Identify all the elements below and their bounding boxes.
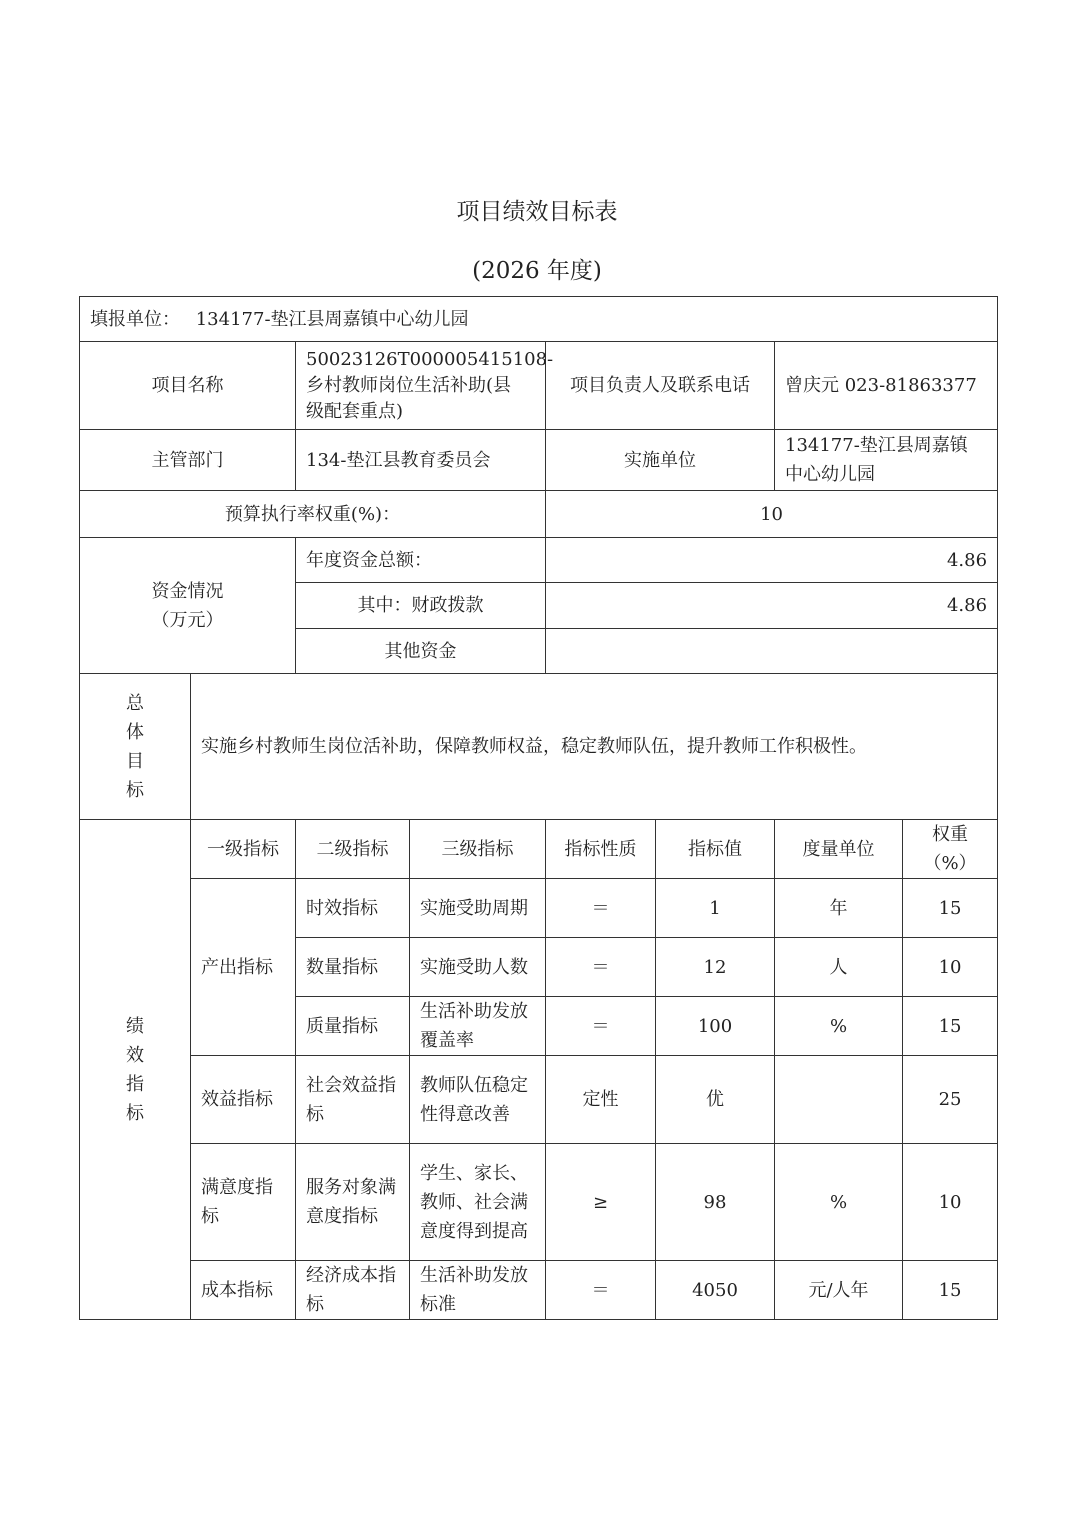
level2-indicator: 经济成本指标 <box>296 1261 410 1320</box>
col-header-level2: 二级指标 <box>296 820 410 879</box>
overall-goal-label <box>80 674 191 820</box>
indicator-nature: 定性 <box>546 1056 656 1144</box>
implementing-unit-line: 134177-垫江县周嘉镇 <box>785 435 968 456</box>
indicator-weight: 10 <box>903 1144 998 1261</box>
funds-fiscal-value: 4.86 <box>546 583 998 629</box>
budget-weight-row <box>80 491 998 538</box>
indicator-value: 4050 <box>656 1261 775 1320</box>
reporting-unit-value: 134177-垫江县周嘉镇中心幼儿园 <box>195 308 469 330</box>
indicator-weight: 10 <box>903 938 998 997</box>
funds-total-row <box>80 538 998 583</box>
overall-goal-text: 实施乡村教师生岗位活补助，保障教师权益，稳定教师队伍，提升教师工作积极性。 <box>191 674 998 820</box>
budget-weight-value: 10 <box>546 491 998 538</box>
indicator-value: 12 <box>656 938 775 997</box>
implementing-unit-line: 中心幼儿园 <box>785 464 875 485</box>
indicator-nature: ＝ <box>546 1261 656 1320</box>
overall-goal-row <box>80 674 998 820</box>
level2-indicator: 数量指标 <box>296 938 410 997</box>
indicator-row <box>80 1056 998 1144</box>
level2-indicator: 社会效益指标 <box>296 1056 410 1144</box>
indicators-label-char: 指 <box>126 1073 144 1095</box>
level1-indicator: 效益指标 <box>191 1056 296 1144</box>
indicator-unit: % <box>775 1144 903 1261</box>
budget-weight-label: 预算执行率权重(%)： <box>80 491 546 538</box>
col-header-level3: 三级指标 <box>410 820 546 879</box>
indicator-nature: ＝ <box>546 997 656 1056</box>
indicator-value: 98 <box>656 1144 775 1261</box>
implementing-unit-label: 实施单位 <box>546 430 775 491</box>
col-header-unit: 度量单位 <box>775 820 903 879</box>
indicators-label-char: 绩 <box>126 1015 144 1037</box>
indicator-unit: 元/人年 <box>775 1261 903 1320</box>
indicator-value: 优 <box>656 1056 775 1144</box>
funds-other-label: 其他资金 <box>296 629 546 674</box>
indicators-label <box>80 820 191 1320</box>
funds-label-unit: （万元） <box>151 609 224 631</box>
funds-fiscal-label: 其中：财政拨款 <box>296 583 546 629</box>
project-name-label: 项目名称 <box>80 342 296 430</box>
indicator-weight: 15 <box>903 1261 998 1320</box>
project-name-line: 50023126T000005415108- <box>306 348 554 370</box>
funds-label-line: 资金情况 <box>151 580 224 602</box>
indicator-unit: 人 <box>775 938 903 997</box>
level3-indicator: 生活补助发放标准 <box>410 1261 546 1320</box>
reporting-unit-row <box>80 297 998 342</box>
indicator-value: 100 <box>656 997 775 1056</box>
goal-label-char: 体 <box>126 721 144 743</box>
indicator-weight: 25 <box>903 1056 998 1144</box>
indicator-row <box>80 879 998 938</box>
level1-indicator: 成本指标 <box>191 1261 296 1320</box>
department-label: 主管部门 <box>80 430 296 491</box>
contact-label: 项目负责人及联系电话 <box>546 342 775 430</box>
indicator-weight: 15 <box>903 997 998 1056</box>
indicator-value: 1 <box>656 879 775 938</box>
funds-other-value <box>546 629 998 674</box>
level3-indicator: 学生、家长、教师、社会满意度得到提高 <box>410 1144 546 1261</box>
indicator-nature: ＝ <box>546 938 656 997</box>
indicator-unit: % <box>775 997 903 1056</box>
document-title: 项目绩效目标表 <box>456 199 618 225</box>
col-header-nature: 指标性质 <box>546 820 656 879</box>
level3-indicator: 实施受助人数 <box>410 938 546 997</box>
funds-total-value: 4.86 <box>546 538 998 583</box>
level2-indicator: 时效指标 <box>296 879 410 938</box>
level1-indicator: 产出指标 <box>191 879 296 1056</box>
indicator-weight: 15 <box>903 879 998 938</box>
department-row <box>80 430 998 491</box>
document-year: (2026 年度) <box>472 258 602 284</box>
contact-value: 曾庆元 023-81863377 <box>775 342 998 430</box>
reporting-unit-label: 填报单位： <box>90 308 180 330</box>
performance-goal-table <box>79 296 998 1320</box>
indicator-row <box>80 1144 998 1261</box>
implementing-unit-value <box>775 430 998 491</box>
indicator-unit <box>775 1056 903 1144</box>
level2-indicator: 质量指标 <box>296 997 410 1056</box>
project-name-value <box>296 342 554 430</box>
funds-total-label: 年度资金总额： <box>296 538 546 583</box>
indicators-label-char: 效 <box>126 1044 144 1066</box>
goal-label-char: 总 <box>126 692 144 714</box>
funds-label <box>80 538 296 674</box>
col-header-weight: 权重（%） <box>903 820 998 879</box>
level1-indicator: 满意度指标 <box>191 1144 296 1261</box>
department-value: 134-垫江县教育委员会 <box>296 430 546 491</box>
indicator-nature: ＝ <box>546 879 656 938</box>
project-name-line: 乡村教师岗位生活补助(县 <box>306 374 512 396</box>
goal-label-char: 标 <box>126 779 144 801</box>
level2-indicator: 服务对象满意度指标 <box>296 1144 410 1261</box>
indicator-nature: ≥ <box>546 1144 656 1261</box>
level3-indicator: 生活补助发放覆盖率 <box>410 997 546 1056</box>
project-name-row <box>80 342 998 430</box>
indicator-header-row <box>80 820 998 879</box>
project-name-line: 级配套重点) <box>306 400 404 422</box>
goal-label-char: 目 <box>126 750 144 772</box>
indicator-unit: 年 <box>775 879 903 938</box>
col-header-level1: 一级指标 <box>191 820 296 879</box>
col-header-value: 指标值 <box>656 820 775 879</box>
indicator-row <box>80 1261 998 1320</box>
level3-indicator: 实施受助周期 <box>410 879 546 938</box>
level3-indicator: 教师队伍稳定性得意改善 <box>410 1056 546 1144</box>
indicators-label-char: 标 <box>126 1102 144 1124</box>
